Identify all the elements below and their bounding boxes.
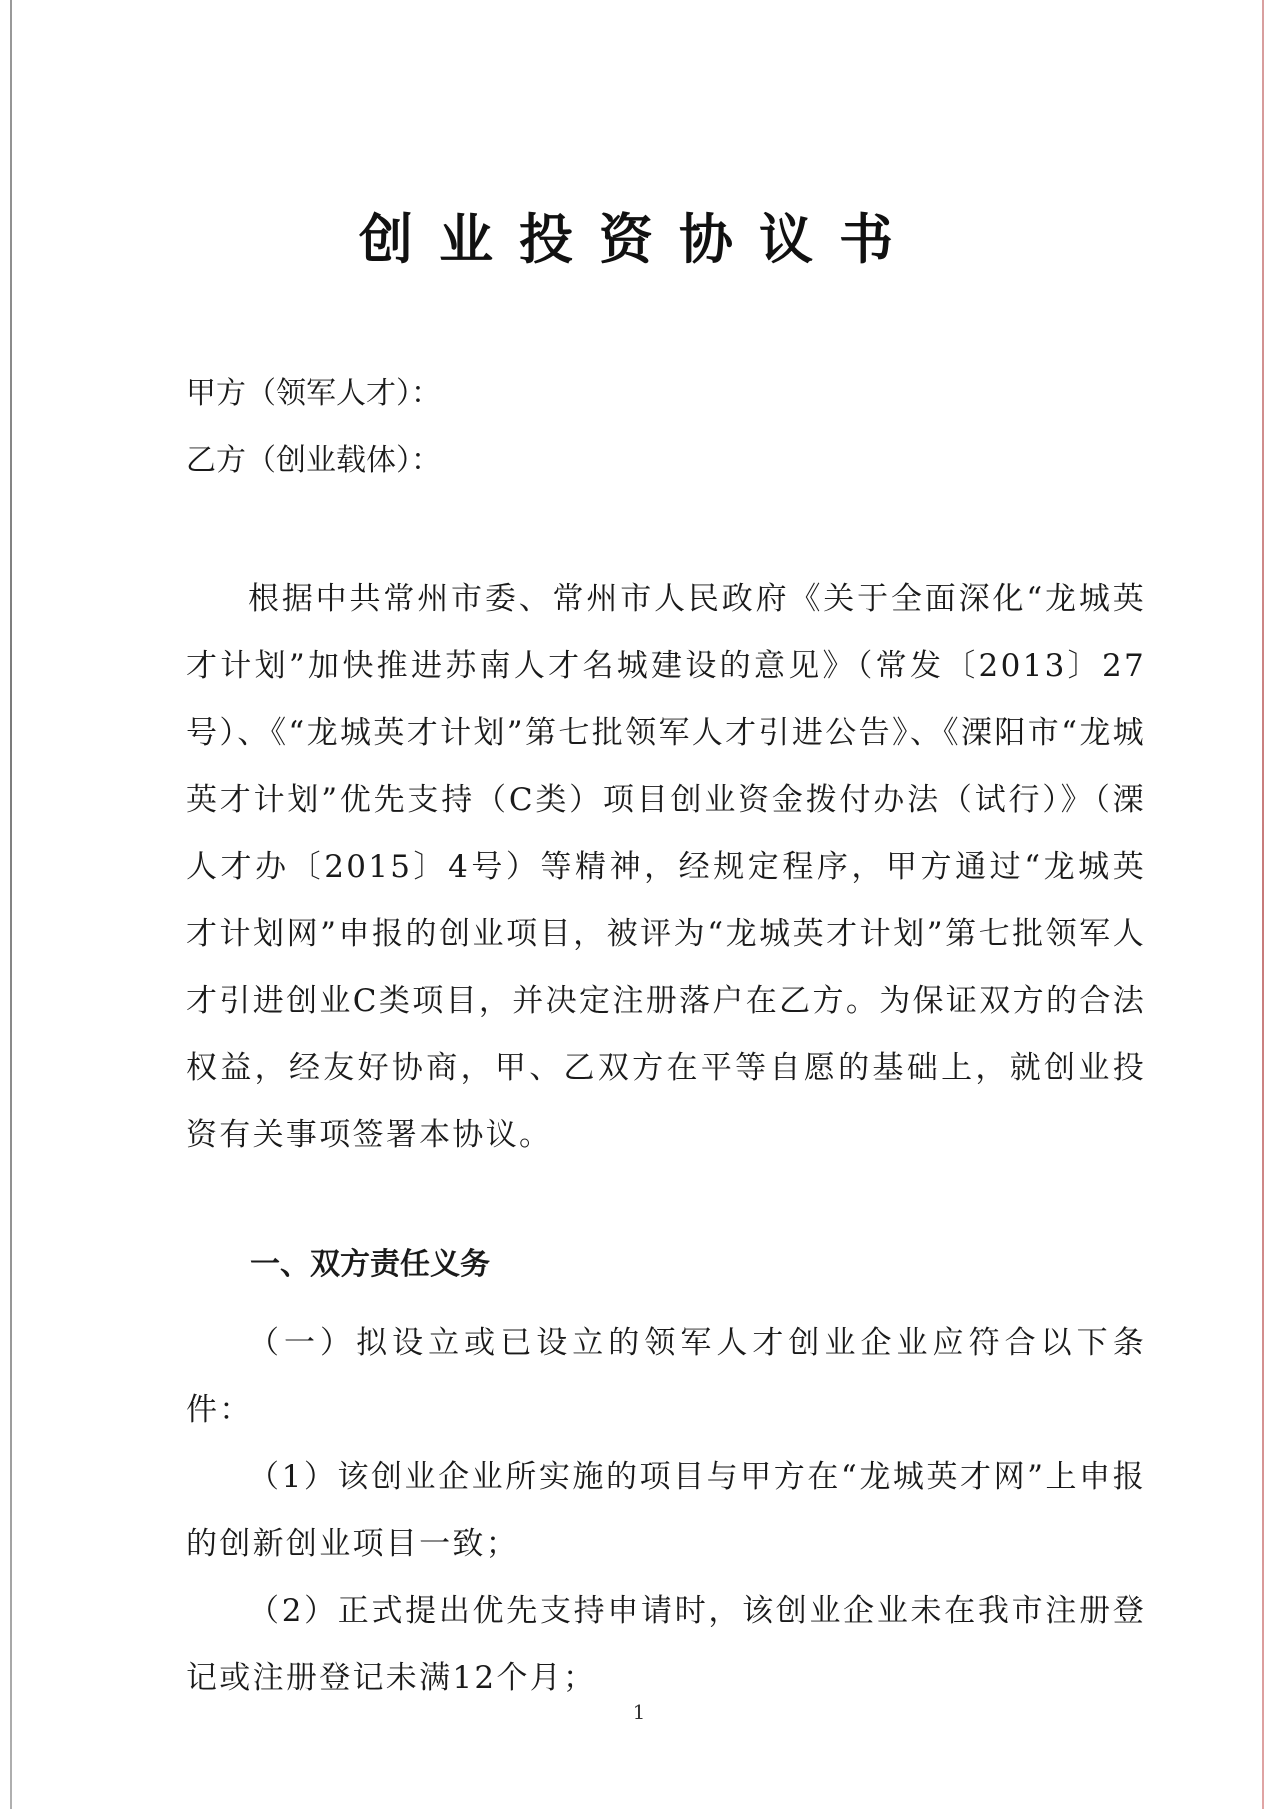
party-b-line: 乙方（创业载体）：: [186, 443, 441, 478]
document-title: 创业投资协议书: [359, 207, 919, 271]
party-a-line: 甲方（领军人才）：: [186, 376, 441, 411]
preamble-paragraph: 根据中共常州市委、常州市人民政府《关于全面深化“龙城英才计划”加快推进苏南人才名城建设的意见》（常发〔2013〕27号）、《“龙城英才计划”第七批领军人才引进公告》、《溧阳市“龙城英才计划”优先支持（C类）项目创业资金拨付办法（试行）》（溧人才办〔2015〕4号）等精神，经规定程序，甲方通过“龙城英才计划网”申报的创业项目，被评为“龙城英才计划”第七批领军人才引进创业C类项目，并决定注册落户在乙方。为保证双方的合法权益，经友好协商，甲、乙双方在平等自愿的基础上，就创业投资有关事项签署本协议。: [186, 581, 1146, 1153]
clause-item: （一）拟设立或已设立的领军人才创业企业应符合以下条件：: [186, 1325, 1146, 1428]
page-number: 1: [632, 1700, 646, 1724]
scan-edge-right: [1262, 0, 1264, 1809]
clause-item: （2）正式提出优先支持申请时，该创业企业未在我市注册登记或注册登记未满12个月；: [186, 1593, 1146, 1696]
scan-edge-left: [10, 0, 12, 1809]
section-heading-responsibilities: 一、双方责任义务: [250, 1247, 490, 1282]
clause-list: [186, 1310, 1146, 1712]
clause-item: （1）该创业企业所实施的项目与甲方在“龙城英才网”上申报的创新创业项目一致；: [186, 1459, 1146, 1562]
